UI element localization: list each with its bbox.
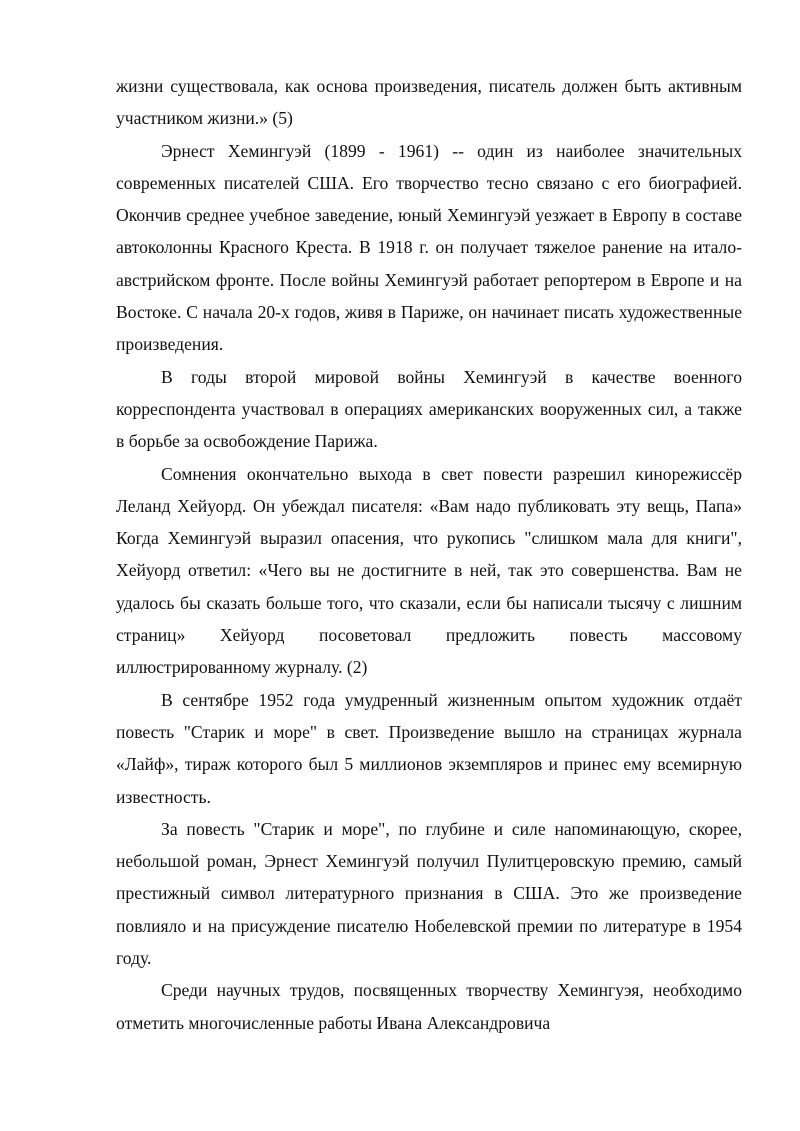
paragraph-biography: Эрнест Хемингуэй (1899 - 1961) -- один из наиболее значительных современных писателей США. Его творчество тесно связано с его биографией. Окончив среднее учебное заведение, юный Хемингуэй уезжает в Европу в составе автоколонны Красного Креста. В 1918 г. он получает тяжелое ранение на итало-австрийском фронте. После войны Хемингуэй работает репортером в Европе и на Востоке. С начала 20-х годов, живя в Париже, он начинает писать художественные произведения. — [116, 140, 742, 355]
body-text — [116, 70, 742, 1039]
paragraph-publication: В сентябре 1952 года умудренный жизненным опытом художник отдаёт повесть "Старик и море" в свет. Произведение вышло на страницах журнала «Лайф», тираж которого был 5 миллионов экземпляров и принес ему всемирную известность. — [116, 689, 742, 807]
paragraph-pulitzer: За повесть "Старик и море", по глубине и силе напоминающую, скорее, небольшой роман, Эрнест Хемингуэй получил Пулитцеровскую премию, самый престижный символ литературного признания в США. Это же произведение повлияло и на присуждение писателю Нобелевской премии по литературе в 1954 году. — [116, 818, 742, 969]
paragraph-hayward: Сомнения окончательно выхода в свет повести разрешил кинорежиссёр Леланд Хейуорд. Он убеждал писателя: «Вам надо публиковать эту вещь, Папа» Когда Хемингуэй выразил опасения, что рукопись "слишком мала для книги", Хейуорд ответил: «Чего вы не достигните в ней, так это совершенства. Вам не удалось бы сказать больше того, что сказали, если бы написали тысячу с лишним страниц» Хейуорд посоветовал предложить повесть массовому иллюстрированному журналу. (2) — [116, 463, 742, 678]
paragraph-research: Среди научных трудов, посвященных творчеству Хемингуэя, необходимо отметить многочисленные работы Ивана Александровича — [116, 980, 742, 1033]
paragraph-continuation: жизни существовала, как основа произведения, писатель должен быть активным участником жизни.» (5) — [116, 76, 742, 129]
paragraph-war-years: В годы второй мировой войны Хемингуэй в качестве военного корреспондента участвовал в операциях американских вооруженных сил, а также в борьбе за освобождение Парижа. — [116, 366, 742, 452]
